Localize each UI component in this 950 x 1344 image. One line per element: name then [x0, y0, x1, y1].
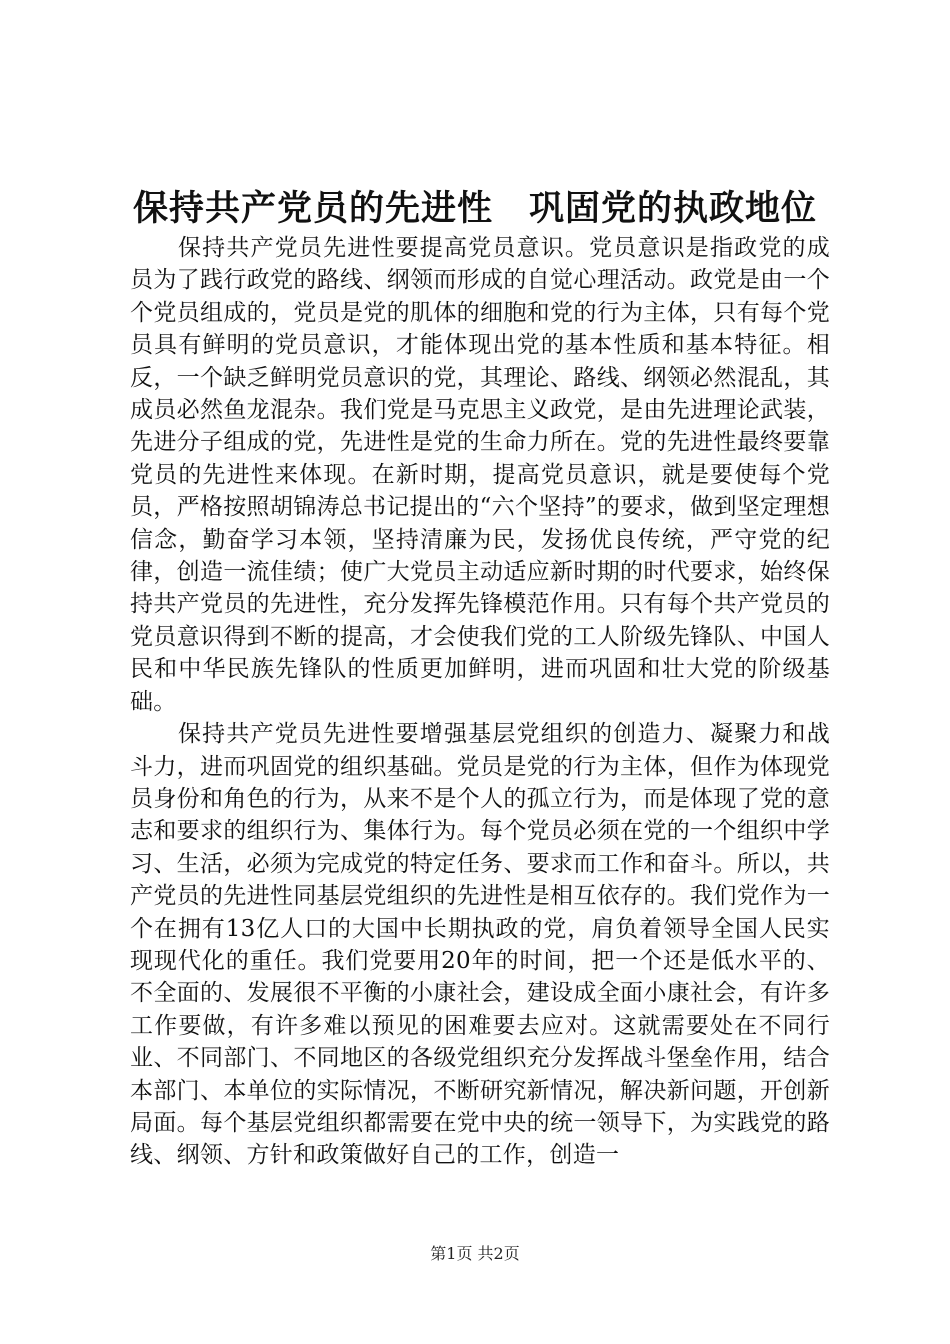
- paragraph-1: 保持共产党员先进性要提高党员意识。党员意识是指政党的成员为了践行政党的路线、纲领而形成的自觉心理活动。政党是由一个个党员组成的，党员是党的肌体的细胞和党的行为主体，只有每个党员具有鲜明的党员意识，才能体现出党的基本性质和基本特征。相反，一个缺乏鲜明党员意识的党，其理论、路线、纲领必然混乱，其成员必然鱼龙混杂。我们党是马克思主义政党，是由先进理论武装，先进分子组成的党，先进性是党的生命力所在。党的先进性最终要靠党员的先进性来体现。在新时期，提高党员意识，就是要使每个党员，严格按照胡锦涛总书记提出的“六个坚持”的要求，做到坚定理想信念，勤奋学习本领，坚持清廉为民，发扬优良传统，严守党的纪律，创造一流佳绩；使广大党员主动适应新时期的时代要求，始终保持共产党员的先进性，充分发挥先锋模范作用。只有每个共产党员的党员意识得到不断的提高，才会使我们党的工人阶级先锋队、中国人民和中华民族先锋队的性质更加鲜明，进而巩固和壮大党的阶级基础。: [130, 235, 830, 715]
- paragraph-2: 保持共产党员先进性要增强基层党组织的创造力、凝聚力和战斗力，进而巩固党的组织基础。党员是党的行为主体，但作为体现党员身份和角色的行为，从来不是个人的孤立行为，而是体现了党的意志和要求的组织行为、集体行为。每个党员必须在党的一个组织中学习、生活，必须为完成党的特定任务、要求而工作和奋斗。所以，共产党员的先进性同基层党组织的先进性是相互依存的。我们党作为一个在拥有13亿人口的大国中长期执政的党，肩负着领导全国人民实现现代化的重任。我们党要用20年的时间，把一个还是低水平的、不全面的、发展很不平衡的小康社会，建设成全面小康社会，有许多工作要做，有许多难以预见的困难要去应对。这就需要处在不同行业、不同部门、不同地区的各级党组织充分发挥战斗堡垒作用，结合本部门、本单位的实际情况，不断研究新情况，解决新问题，开创新局面。每个基层党组织都需要在党中央的统一领导下，为实践党的路线、纲领、方针和政策做好自己的工作，创造一: [130, 721, 830, 1169]
- page-number-footer: 第1页 共2页: [430, 1244, 520, 1263]
- document-title: 保持共产党员的先进性 巩固党的执政地位: [132, 188, 817, 229]
- document-body: [130, 232, 830, 1172]
